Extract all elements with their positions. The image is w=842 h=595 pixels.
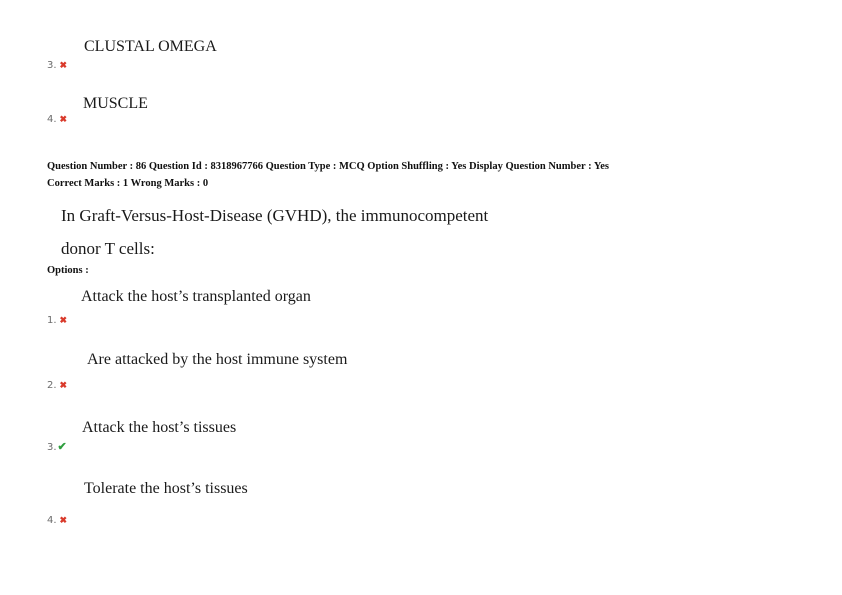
option-1-number: 1. [47,315,57,326]
prev-option-4-number: 4. [47,114,57,125]
wrong-cross-icon: ✖ [59,380,68,390]
option-4-number: 4. [47,515,57,526]
prev-option-3-marker [47,55,67,73]
question-meta-line2: Correct Marks : 1 Wrong Marks : 0 [47,178,209,189]
prev-option-3-text: CLUSTAL OMEGA [84,38,217,55]
option-3-number: 3. [47,442,57,453]
wrong-cross-icon: ✖ [59,315,68,325]
prev-option-3-number: 3. [47,60,57,71]
option-4-marker [47,510,67,528]
option-2-number: 2. [47,380,57,391]
option-1-text: Attack the host’s transplanted organ [81,288,311,305]
question-text-line1: In Graft-Versus-Host-Disease (GVHD), the immunocompetent [61,206,489,225]
question-meta-line1: Question Number : 86 Question Id : 8318967766 Question Type : MCQ Option Shuffling : Yes Display Question Number : Yes [47,161,610,172]
wrong-cross-icon: ✖ [59,60,68,70]
question-text-line2: donor T cells: [61,239,155,258]
option-3-text: Attack the host’s tissues [82,419,237,436]
prev-option-4-text: MUSCLE [83,95,148,112]
option-4-text: Tolerate the host’s tissues [84,480,248,497]
wrong-cross-icon: ✖ [59,515,68,525]
prev-option-4-marker [47,109,67,127]
option-2-marker [47,375,67,393]
wrong-cross-icon: ✖ [59,114,68,124]
option-1-marker [47,310,67,328]
option-2-text: Are attacked by the host immune system [87,351,348,368]
option-3-marker [47,437,67,455]
correct-check-icon: ✔ [57,441,67,453]
options-label: Options : [47,265,89,276]
